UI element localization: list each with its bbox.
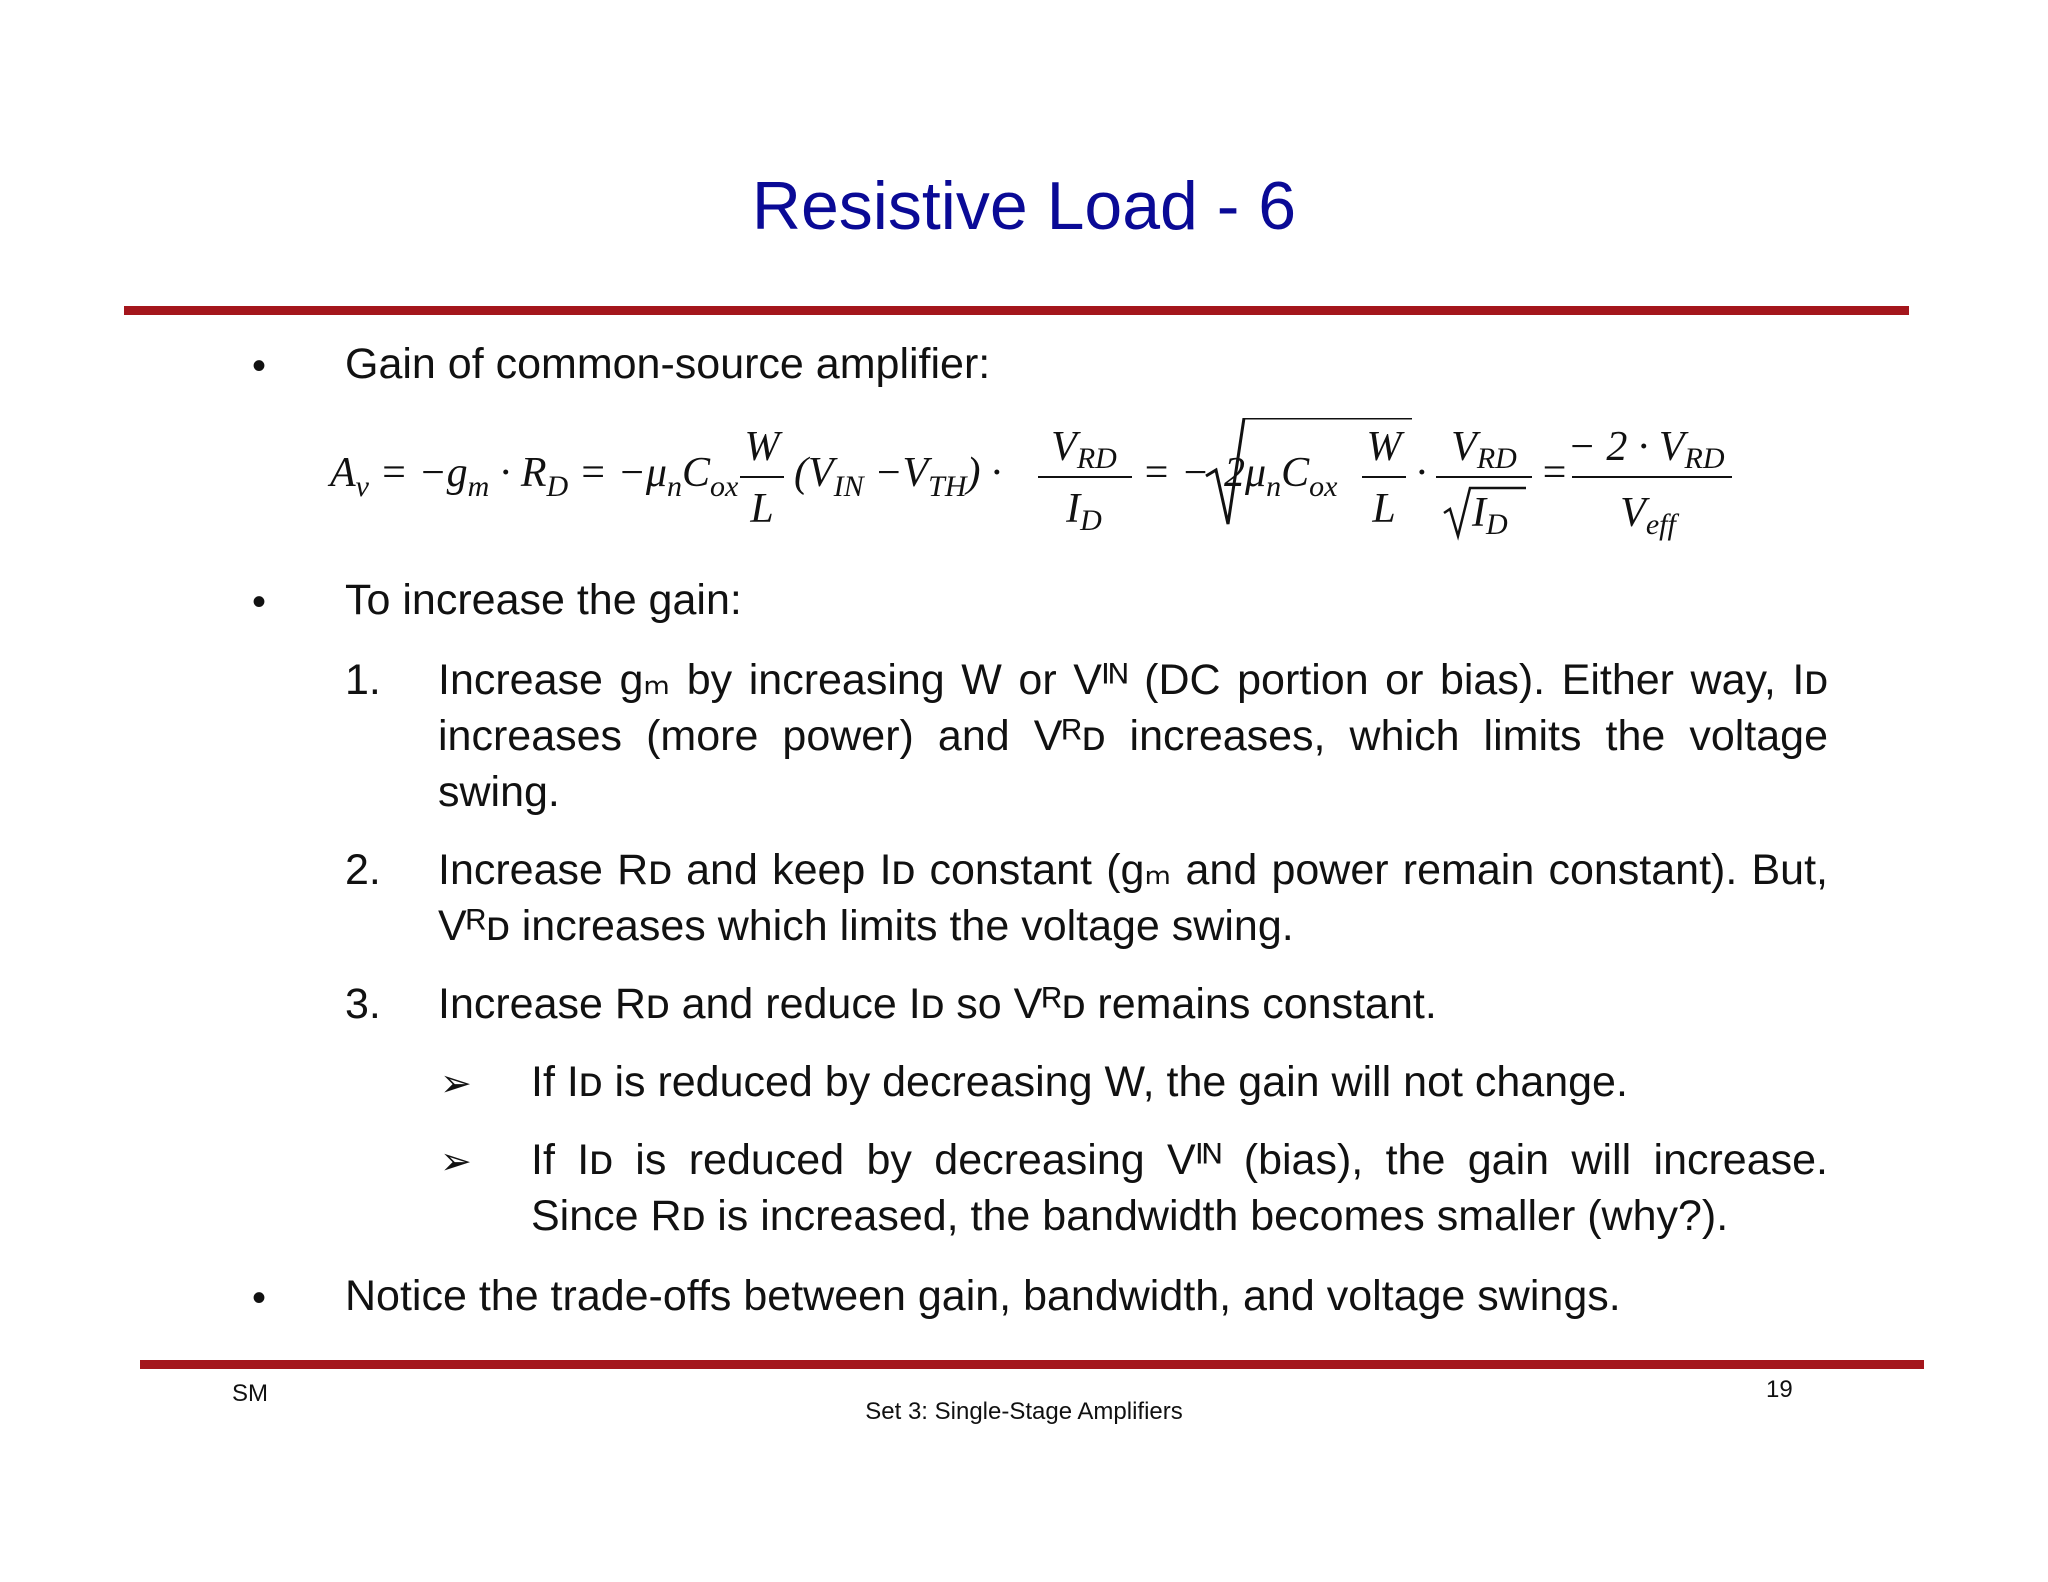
gain-equation [326, 418, 1746, 543]
list-item [438, 976, 1828, 1032]
bullet-dot: • [252, 1276, 267, 1320]
svg-text:VRD: VRD [1051, 424, 1117, 475]
item-number: 3. [345, 980, 381, 1028]
bullet-dot: • [252, 344, 267, 388]
svg-text:L: L [750, 486, 774, 532]
list-item-text: Increase Rᴅ and keep Iᴅ constant (gₘ and power remain constant). But, Vᴿᴅ increases which limits the voltage swing. [438, 846, 1828, 950]
footer-author: SM [232, 1380, 268, 1407]
svg-text:ID: ID [1472, 490, 1508, 541]
top-divider [124, 306, 1909, 315]
sub-item [531, 1132, 1828, 1244]
arrow-bullet-icon: ➢ [440, 1141, 472, 1183]
svg-text:Av = −gm · RD = −μnCox: $A_v = -g_m \cdot R_D = -\mu_nC_{ox}$ [330, 450, 739, 503]
list-item-text: Increase gₘ by increasing W or Vᴵᴺ (DC portion or bias). Either way, Iᴅ increases (more power) and Vᴿᴅ increases, which limits the voltage swing. [438, 656, 1828, 816]
svg-text:ID: ID [1066, 486, 1102, 537]
bullet-tradeoffs: Notice the trade-offs between gain, bandwidth, and voltage swings. [345, 1272, 1621, 1320]
svg-text:Veff: Veff [1620, 490, 1676, 541]
bullet-increase-gain: To increase the gain: [345, 576, 742, 624]
svg-text:(VIN −VTH) ·: $(V_{IN} -V_{TH})$ · [794, 450, 1002, 503]
bullet-dot: • [252, 580, 267, 624]
page-number: 19 [1766, 1376, 1793, 1403]
svg-text:·: · [1416, 450, 1427, 496]
svg-text:W: W [744, 424, 780, 470]
svg-text:=: = [1540, 450, 1569, 496]
list-item [438, 842, 1828, 954]
item-number: 2. [345, 846, 381, 894]
svg-text:2μnCox: $2\mu_nC_{ox}$ [1224, 450, 1338, 503]
list-item [438, 652, 1828, 820]
sub-item [531, 1054, 1828, 1110]
svg-text:L: L [1372, 486, 1396, 532]
svg-text:− 2 · VRD: − 2 · VRD [1567, 424, 1725, 475]
arrow-bullet-icon: ➢ [440, 1063, 472, 1105]
slide-title: Resistive Load - 6 [751, 168, 1297, 244]
svg-text:VRD: VRD [1451, 424, 1517, 475]
bullet-gain-heading: Gain of common-source amplifier: [345, 340, 991, 388]
footer-course-set: Set 3: Single-Stage Amplifiers [865, 1398, 1183, 1425]
bottom-divider [140, 1360, 1924, 1369]
sub-item-text: If Iᴅ is reduced by decreasing W, the gain will not change. [531, 1058, 1628, 1106]
svg-text:= −: = − [1142, 450, 1210, 496]
sub-item-text: If Iᴅ is reduced by decreasing Vᴵᴺ (bias), the gain will increase. Since Rᴅ is increased, the bandwidth becomes smaller (why?). [531, 1136, 1828, 1240]
item-number: 1. [345, 656, 381, 704]
svg-text:W: W [1366, 424, 1402, 470]
list-item-text: Increase Rᴅ and reduce Iᴅ so Vᴿᴅ remains constant. [438, 980, 1437, 1028]
